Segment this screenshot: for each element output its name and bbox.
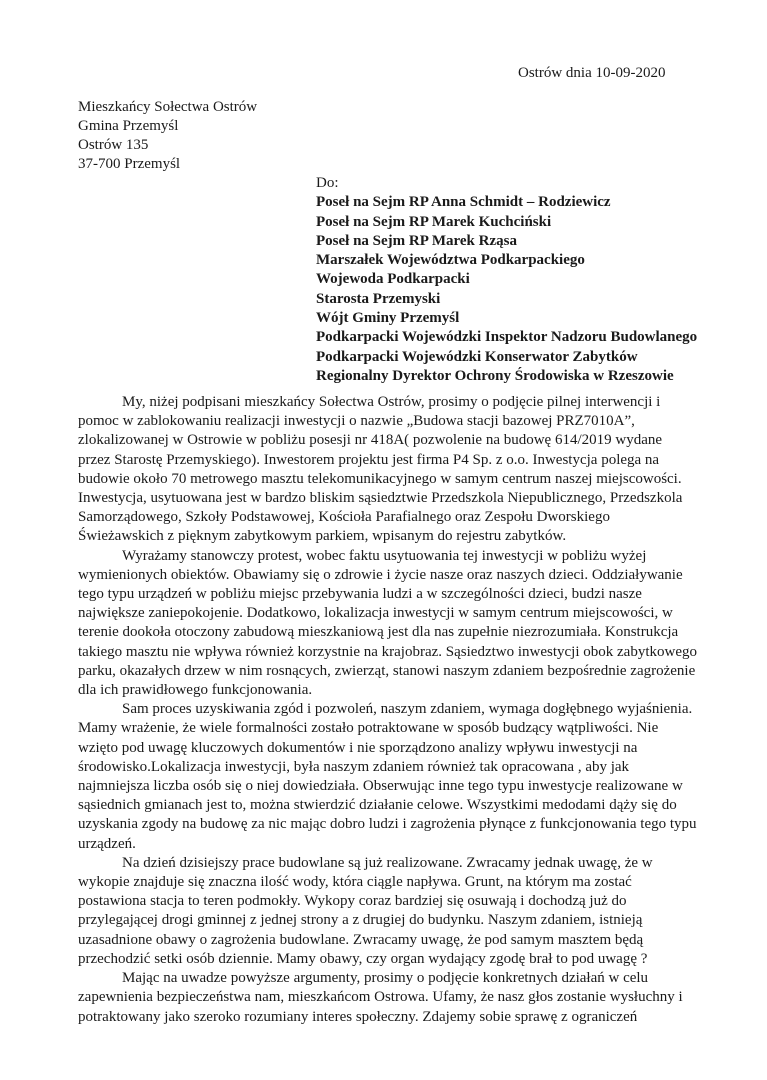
- recipient-item: Podkarpacki Wojewódzki Inspektor Nadzoru Budowlanego: [316, 329, 698, 346]
- recipient-item: Poseł na Sejm RP Marek Rząsa: [316, 232, 517, 249]
- recipient-item: Podkarpacki Wojewódzki Konserwator Zabytków: [316, 348, 638, 365]
- recipient-item: Marszałek Województwa Podkarpackiego: [316, 252, 585, 269]
- sender-line-street: Ostrów 135: [78, 137, 149, 153]
- body-paragraph: My, niżej podpisani mieszkańcy Sołectwa Ostrów, prosimy o podjęcie pilnej interwencji i pomoc w zablokowaniu realizacji inwestycji o nazwie „Budowa stacji bazowej PRZ7010A”, zlokalizowanej w Ostrowie w pobliżu posesji nr 418A( pozwolenie na budowę 614/2019 wydane przez Starostę Przemyskiego). Inwestorem projektu jest firma P4 Sp. z o.o. Inwestycja polega na budowie około 70 metrowego masztu telekomunikacyjnego w samym centrum naszej miejscowości. Inwestycja, usytuowana jest w bardzo bliskim sąsiedztwie Przedszkola Niepublicznego, Przedszkola Samorządowego, Szkoły Podstawowej, Kościoła Parafialnego oraz Zespołu Dworskiego Świeżawskich z pięknym zabytkowym parkiem, wpisanym do rejestru zabytków.: [78, 394, 683, 545]
- recipient-item: Wójt Gminy Przemyśl: [316, 310, 460, 327]
- recipient-item: Starosta Przemyski: [316, 290, 441, 307]
- recipient-item: Poseł na Sejm RP Anna Schmidt – Rodziewicz: [316, 194, 611, 211]
- sender-line-gmina: Gmina Przemyśl: [78, 118, 179, 134]
- sender-line-postal: 37-700 Przemyśl: [78, 156, 181, 172]
- body-paragraph: Na dzień dzisiejszy prace budowlane są już realizowane. Zwracamy jednak uwagę, że w wykopie znajduje się znaczna ilość wody, która ciągle napływa. Grunt, na którym ma zostać postawiona stacja to teren podmokły. Wykopy coraz bardziej się osuwają i dochodzą już do przylegającej drogi gminnej z jednej strony a z drugiej do budynku. Naszym zdaniem, istnieją uzasadnione obawy o zagrożenia budowlane. Zwracamy uwagę, że pod samym masztem będą przechodzić setki osób dziennie. Mamy obawy, czy organ wydający zgodę brał to pod uwagę ?: [78, 854, 653, 967]
- recipients-block: [316, 174, 697, 386]
- body-paragraph: Wyrażamy stanowczy protest, wobec faktu usytuowania tej inwestycji w pobliżu wyżej wymienionych obiektów. Obawiamy się o zdrowie i życie nasze oraz naszych dzieci. Oddziaływanie tego typu urządzeń w pobliżu miejsc przebywania ludzi a w szczególności dzieci, budzi nasze największe zaniepokojenie. Dodatkowo, lokalizacja inwestycji w samym centrum miejscowości, w terenie dookoła otoczony zabudową mieszkaniową jest dla nas zupełnie niezrozumiała. Konstrukcja takiego masztu nie wpływa również korzystnie na krajobraz. Sąsiedztwo inwestycji obok zabytkowego parku, okazałych drzew w nim rosnących, zwierząt, stanowi naszym zdaniem bezpośrednie zagrożenie dla ich prawidłowego funkcjonowania.: [78, 547, 697, 699]
- recipient-item: Wojewoda Podkarpacki: [316, 271, 470, 288]
- body-paragraph: Sam proces uzyskiwania zgód i pozwoleń, naszym zdaniem, wymaga dogłębnego wyjaśnienia. Mamy wrażenie, że wiele formalności zostało potraktowane w sposób budzący wątpliwości. Nie wzięto pod uwagę kluczowych dokumentów i nie sporządzono analizy wpływu inwestycji na środowisko.Lokalizacja inwestycji, była naszym zdaniem również tak opracowana , aby jak najmniejsza liczba osób się o niej dowiedziała. Obserwując inne tego typu inwestycje realizowane w sąsiednich gmianach jest to, można stwierdzić działanie celowe. Wszystkimi medodami dąży się do uzyskania zgody na budowę za nic mając dobro ludzi i zagrożenia płynące z funkcjonowania tego typu urządzeń.: [78, 701, 697, 852]
- recipients-label: Do:: [316, 175, 339, 191]
- recipient-item: Regionalny Dyrektor Ochrony Środowiska w Rzeszowie: [316, 367, 674, 384]
- sender-address: [78, 98, 257, 174]
- letter-body: [78, 393, 698, 1027]
- recipient-item: Poseł na Sejm RP Marek Kuchciński: [316, 213, 552, 230]
- sender-line-name: Mieszkańcy Sołectwa Ostrów: [78, 99, 258, 115]
- body-paragraph: Mając na uwadze powyższe argumenty, prosimy o podjęcie konkretnych działań w celu zapewnienia bezpieczeństwa nam, mieszkańcom Ostrowa. Ufamy, że nasz głos zostanie wysłuchny i potraktowany jako szeroko rozumiany interes społeczny. Zdajemy sobie sprawę z ograniczeń: [78, 970, 683, 1025]
- date-line: Ostrów dnia 10-09-2020: [518, 65, 666, 81]
